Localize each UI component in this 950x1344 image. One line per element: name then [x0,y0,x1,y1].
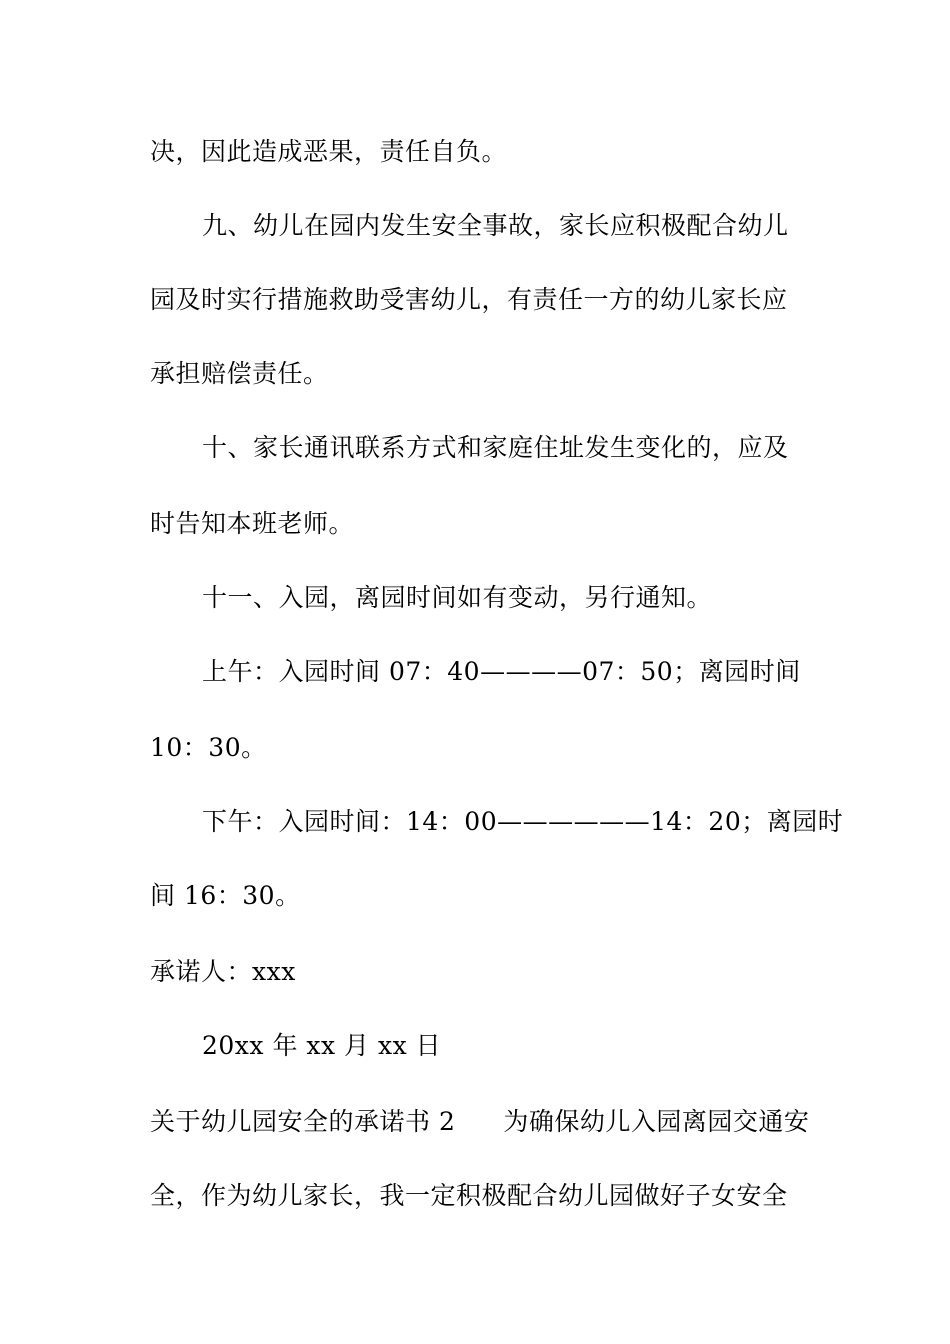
paragraph-line: 园及时实行措施救助受害幼儿，有责任一方的幼儿家长应 [150,285,788,314]
paragraph-line: 决，因此造成恶果，责任自负。 [150,137,508,166]
paragraph-line: 下午：入园时间：14：00——————14：20；离园时 [202,807,844,836]
paragraph-line: 九、幼儿在园内发生安全事故，家长应积极配合幼儿 [202,211,789,240]
paragraph-line: 间 16：30。 [150,881,301,910]
date-line: 20xx 年 xx 月 xx 日 [202,1031,442,1060]
paragraph-line: 10：30。 [150,733,267,762]
paragraph-line: 承担赔偿责任。 [150,359,329,388]
paragraph-line: 上午：入园时间 07：40————07：50；离园时间 [202,657,801,686]
signatory-line: 承诺人：xxx [150,957,296,986]
section-title: 关于幼儿园安全的承诺书 2 [150,1107,456,1136]
paragraph-line: 十、家长通讯联系方式和家庭住址发生变化的，应及 [202,433,789,462]
section-heading-line [150,1107,809,1137]
paragraph-line: 十一、入园，离园时间如有变动，另行通知。 [202,583,713,612]
section-first-line: 为确保幼儿入园离园交通安 [503,1107,810,1136]
paragraph-line: 时告知本班老师。 [150,509,355,538]
paragraph-line: 全，作为幼儿家长，我一定积极配合幼儿园做好子女安全 [150,1181,788,1210]
